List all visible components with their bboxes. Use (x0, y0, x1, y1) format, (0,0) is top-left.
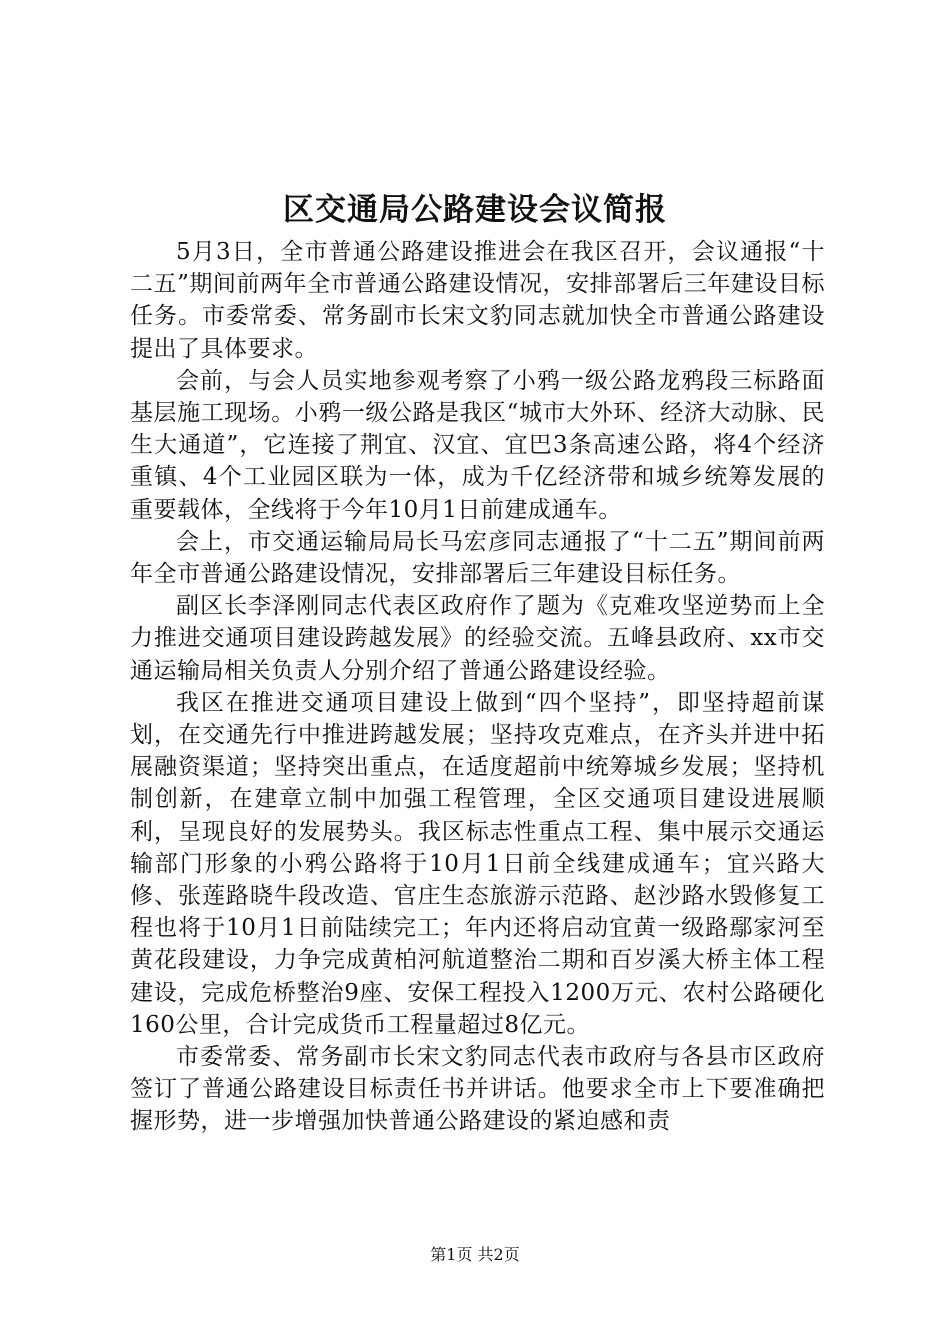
document-body (130, 236, 825, 1138)
paragraph-1: 5月3日，全市普通公路建设推进会在我区召开，会议通报“十二五”期间前两年全市普通公路建设情况，安排部署后三年建设目标任务。市委常委、常务副市长宋文豹同志就加快全市普通公路建设提出了具体要求。 (130, 239, 825, 362)
paragraph-2: 会前，与会人员实地参观考察了小鸦一级公路龙鸦段三标路面基层施工现场。小鸦一级公路是我区“城市大外环、经济大动脉、民生大通道”，它连接了荆宜、汉宜、宜巴3条高速公路，将4个经济重镇、4个工业园区联为一体，成为千亿经济带和城乡统筹发展的重要载体，全线将于今年10月1日前建成通车。 (130, 367, 825, 523)
paragraph-6: 市委常委、常务副市长宋文豹同志代表市政府与各县市区政府签订了普通公路建设目标责任书并讲话。他要求全市上下要准确把握形势，进一步增强加快普通公路建设的紧迫感和责 (130, 1044, 825, 1135)
paragraph-4: 副区长李泽刚同志代表区政府作了题为《克难攻坚逆势而上全力推进交通项目建设跨越发展》的经验交流。五峰县政府、xx市交通运输局相关负责人分别介绍了普通公路建设经验。 (130, 593, 825, 684)
page-number-footer: 第1页 共2页 (430, 1245, 520, 1264)
document-title: 区交通局公路建设会议简报 (283, 192, 667, 228)
paragraph-5: 我区在推进交通项目建设上做到“四个坚持”，即坚持超前谋划，在交通先行中推进跨越发展；坚持攻克难点，在齐头并进中拓展融资渠道；坚持突出重点，在适度超前中统筹城乡发展；坚持机制创新，在建章立制中加强工程管理，全区交通项目建设进展顺利，呈现良好的发展势头。我区标志性重点工程、集中展示交通运输部门形象的小鸦公路将于10月1日前全线建成通车；宜兴路大修、张莲路晓牛段改造、官庄生态旅游示范路、赵沙路水毁修复工程也将于10月1日前陆续完工；年内还将启动宜黄一级路鄢家河至黄花段建设，力争完成黄柏河航道整治二期和百岁溪大桥主体工程建设，完成危桥整治9座、安保工程投入1200万元、农村公路硬化160公里，合计完成货币工程量超过8亿元。 (130, 689, 825, 1038)
paragraph-3: 会上，市交通运输局局长马宏彦同志通报了“十二五”期间前两年全市普通公路建设情况，安排部署后三年建设目标任务。 (130, 528, 825, 588)
